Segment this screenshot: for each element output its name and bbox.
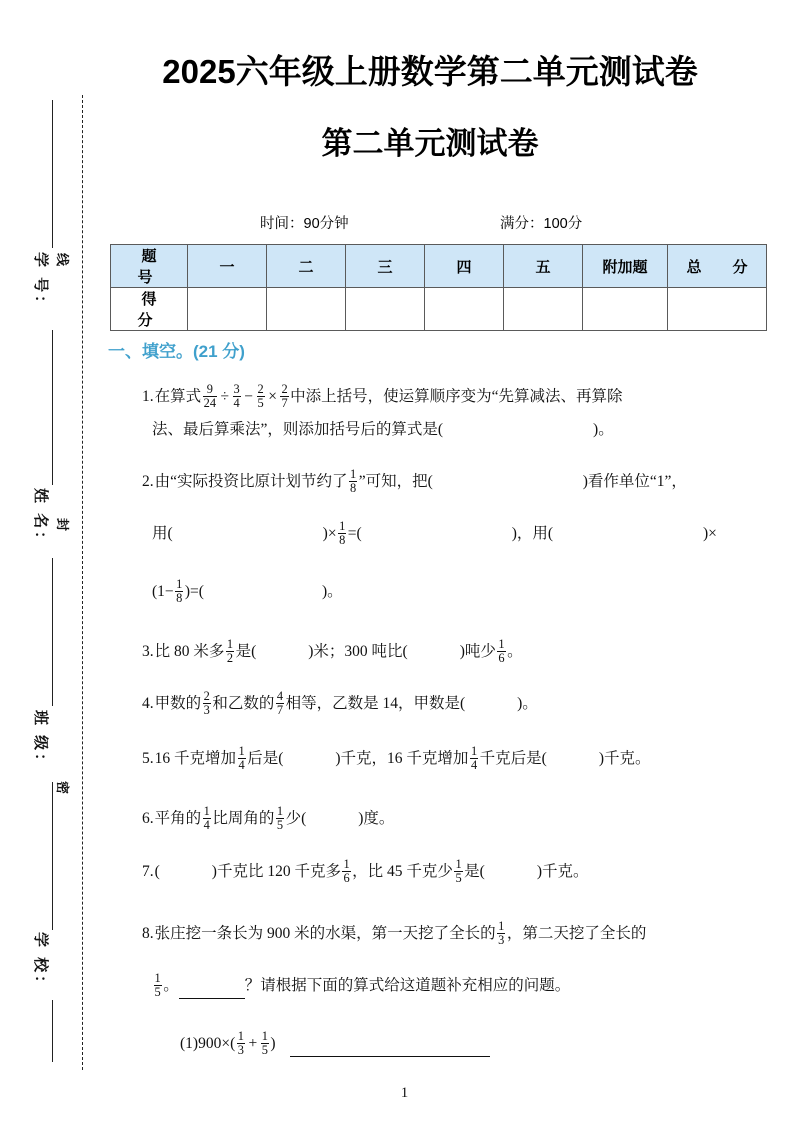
question-8-text-b: ，第二天挖了全长的 bbox=[506, 925, 647, 943]
question-5-text-b: 后是( bbox=[247, 750, 284, 768]
question-1-line-2 bbox=[152, 422, 614, 438]
fraction-1-6: $\frac{1}{6}$ bbox=[343, 857, 350, 885]
score-cell-total[interactable] bbox=[668, 288, 767, 331]
fraction-1-4: $\frac{1}{4}$ bbox=[238, 744, 245, 772]
question-1-number: 1. bbox=[142, 388, 154, 406]
rail-segment bbox=[52, 782, 53, 930]
question-3-number: 3. bbox=[142, 643, 154, 661]
question-8-line-2 bbox=[152, 972, 570, 999]
rail-segment bbox=[52, 1000, 53, 1062]
fraction-1-5: $\frac{1}{5}$ bbox=[276, 804, 284, 832]
question-6 bbox=[142, 805, 394, 832]
score-table bbox=[110, 244, 767, 331]
fraction-2-7: $\frac{2}{7}$ bbox=[281, 382, 288, 410]
rail-segment bbox=[52, 558, 53, 706]
fraction-1-5: $\frac{1}{5}$ bbox=[261, 1029, 268, 1057]
score-cell-3[interactable] bbox=[346, 288, 425, 331]
question-8-sub-1 bbox=[180, 1030, 490, 1057]
question-8-number: 8. bbox=[142, 925, 154, 943]
question-4 bbox=[142, 690, 538, 717]
fraction-2-5: $\frac{2}{5}$ bbox=[257, 382, 264, 410]
question-3-text-e: 。 bbox=[507, 643, 523, 661]
operator-plus: + bbox=[248, 1035, 258, 1053]
question-8-text-a: 张庄挖一条长为 900 米的水渠，第一天挖了全长的 bbox=[154, 925, 496, 943]
question-7-number: 7. bbox=[142, 863, 154, 881]
seal-dashed-line bbox=[82, 95, 83, 1070]
question-6-text-b: 比周角的 bbox=[212, 810, 275, 828]
table-row-scores bbox=[111, 288, 767, 331]
rail-segment bbox=[52, 330, 53, 485]
question-2-text-g: )，用( bbox=[511, 525, 554, 543]
question-5-text-a: 16 千克增加 bbox=[154, 750, 237, 768]
question-3 bbox=[142, 638, 523, 665]
exam-total-score: 满分：100分 bbox=[500, 216, 583, 232]
question-4-text-d: )。 bbox=[517, 695, 538, 713]
rail-segment bbox=[52, 100, 53, 248]
score-cell-extra[interactable] bbox=[583, 288, 668, 331]
page-number: 1 bbox=[400, 1085, 409, 1101]
paper-title: 2025六年级上册数学第二单元测试卷 bbox=[162, 53, 698, 90]
answer-write-line[interactable] bbox=[290, 1056, 490, 1057]
score-table-col-5: 五 bbox=[504, 245, 583, 288]
question-2-text-e: )× bbox=[322, 525, 337, 543]
question-3-text-d: )吨少 bbox=[459, 643, 496, 661]
paper-subtitle: 第二单元测试卷 bbox=[321, 126, 539, 161]
question-5-number: 5. bbox=[142, 750, 154, 768]
score-table-row-label-score: 得 分 bbox=[111, 288, 188, 331]
score-cell-5[interactable] bbox=[504, 288, 583, 331]
question-2-text-j: )=( bbox=[184, 583, 204, 601]
question-5-text-c: )千克，16 千克增加 bbox=[335, 750, 469, 768]
question-6-text-c: 少( bbox=[285, 810, 307, 828]
question-2-text-a: 由“实际投资比原计划节约了 bbox=[154, 473, 348, 491]
section-heading-fill-in-blank: 一、填空。(21 分) bbox=[108, 342, 245, 361]
question-6-text-a: 平角的 bbox=[154, 810, 202, 828]
question-2-text-d: 用( bbox=[152, 525, 173, 543]
question-7 bbox=[142, 858, 588, 885]
operator-minus: − bbox=[244, 388, 253, 406]
score-cell-4[interactable] bbox=[425, 288, 504, 331]
fraction-1-8: $\frac{1}{8}$ bbox=[176, 577, 183, 605]
question-8-line-1 bbox=[142, 920, 646, 947]
question-5-text-e: )千克。 bbox=[598, 750, 651, 768]
margin-label-school: 学 校： bbox=[32, 932, 49, 994]
question-2-text-b: ”可知，把( bbox=[358, 473, 433, 491]
question-1-line-1 bbox=[142, 383, 623, 410]
question-2-line-2 bbox=[152, 520, 717, 547]
question-3-text-c: )米；300 吨比( bbox=[308, 643, 408, 661]
question-4-number: 4. bbox=[142, 695, 154, 713]
seal-char-mi: 密 bbox=[53, 778, 74, 797]
score-cell-2[interactable] bbox=[267, 288, 346, 331]
operator-multiply: × bbox=[268, 388, 277, 406]
question-3-text-a: 比 80 米多 bbox=[154, 643, 225, 661]
fraction-4-7: $\frac{4}{7}$ bbox=[276, 689, 284, 717]
fraction-1-5: $\frac{1}{5}$ bbox=[154, 971, 161, 999]
fraction-1-8: $\frac{1}{8}$ bbox=[350, 467, 357, 495]
fraction-1-4: $\frac{1}{4}$ bbox=[203, 804, 210, 832]
score-table-col-4: 四 bbox=[425, 245, 504, 288]
margin-label-class: 班 级： bbox=[32, 710, 49, 772]
question-2-text-c: )看作单位“1”， bbox=[582, 473, 687, 491]
question-7-text-d: 是( bbox=[464, 863, 485, 881]
score-table-col-2: 二 bbox=[267, 245, 346, 288]
question-8-text-c: 。 bbox=[163, 977, 179, 995]
margin-label-student-id: 学 号： bbox=[32, 252, 49, 314]
question-4-text-b: 和乙数的 bbox=[212, 695, 275, 713]
question-4-text-a: 甲数的 bbox=[154, 695, 202, 713]
question-2-text-h: )× bbox=[703, 525, 717, 543]
seal-char-xian: 线 bbox=[53, 250, 74, 269]
fraction-1-4: $\frac{1}{4}$ bbox=[470, 744, 478, 772]
fraction-1-8: $\frac{1}{8}$ bbox=[339, 519, 346, 547]
question-1-text-b: 中添上括号，使运算顺序变为“先算减法、再算除 bbox=[290, 388, 623, 406]
question-4-text-c: 相等，乙数是 14，甲数是( bbox=[285, 695, 466, 713]
fraction-3-4: $\frac{3}{4}$ bbox=[233, 382, 240, 410]
fraction-1-3: $\frac{1}{3}$ bbox=[237, 1029, 244, 1057]
fraction-1-5: $\frac{1}{5}$ bbox=[455, 857, 462, 885]
question-1-text-d: )。 bbox=[593, 421, 614, 438]
margin-label-name: 姓 名： bbox=[32, 488, 49, 550]
question-8-text-d: ？请根据下面的算式给这道题补充相应的问题。 bbox=[244, 977, 571, 995]
seal-margin-rail bbox=[0, 0, 100, 1122]
question-7-text-e: )千克。 bbox=[536, 863, 589, 881]
exam-duration: 时间：90分钟 bbox=[260, 216, 349, 232]
score-table-row-label-question: 题 号 bbox=[111, 245, 188, 288]
score-table-col-total: 总 分 bbox=[668, 245, 767, 288]
fraction-2-3: $\frac{2}{3}$ bbox=[203, 689, 210, 717]
question-2-text-k: )。 bbox=[321, 583, 343, 601]
score-table-col-extra: 附加题 bbox=[583, 245, 668, 288]
question-1-text-c: 法、最后算乘法”，则添加括号后的算式是( bbox=[152, 421, 444, 438]
fraction-1-6: $\frac{1}{6}$ bbox=[498, 637, 505, 665]
question-7-text-b: )千克比 120 千克多 bbox=[211, 863, 341, 881]
question-5-text-d: 千克后是( bbox=[479, 750, 547, 768]
seal-char-feng: 封 bbox=[53, 515, 74, 534]
question-8-sub1-expr: (1)900×( bbox=[180, 1035, 236, 1053]
answer-write-line[interactable] bbox=[179, 998, 245, 999]
fraction-9-24: $\frac{9}{24}$ bbox=[203, 382, 217, 410]
question-6-text-d: )度。 bbox=[358, 810, 395, 828]
score-table-col-1: 一 bbox=[188, 245, 267, 288]
table-row-header bbox=[111, 245, 767, 288]
question-7-text-a: ( bbox=[154, 863, 160, 881]
fraction-1-2: $\frac{1}{2}$ bbox=[226, 637, 234, 665]
question-2-line-3 bbox=[152, 578, 343, 605]
question-5 bbox=[142, 745, 650, 772]
question-7-text-c: ，比 45 千克少 bbox=[352, 863, 453, 881]
score-table-col-3: 三 bbox=[346, 245, 425, 288]
question-8-sub1-end: ) bbox=[270, 1035, 276, 1053]
score-cell-1[interactable] bbox=[188, 288, 267, 331]
question-3-text-b: 是( bbox=[235, 643, 257, 661]
question-2-line-1 bbox=[142, 468, 687, 495]
question-1-text-a: 在算式 bbox=[154, 388, 202, 406]
question-2-text-f: =( bbox=[347, 525, 362, 543]
question-6-number: 6. bbox=[142, 810, 154, 828]
fraction-1-3: $\frac{1}{3}$ bbox=[498, 919, 505, 947]
question-2-number: 2. bbox=[142, 473, 154, 491]
question-2-text-i: (1− bbox=[152, 583, 174, 601]
operator-divide: ÷ bbox=[220, 388, 230, 406]
